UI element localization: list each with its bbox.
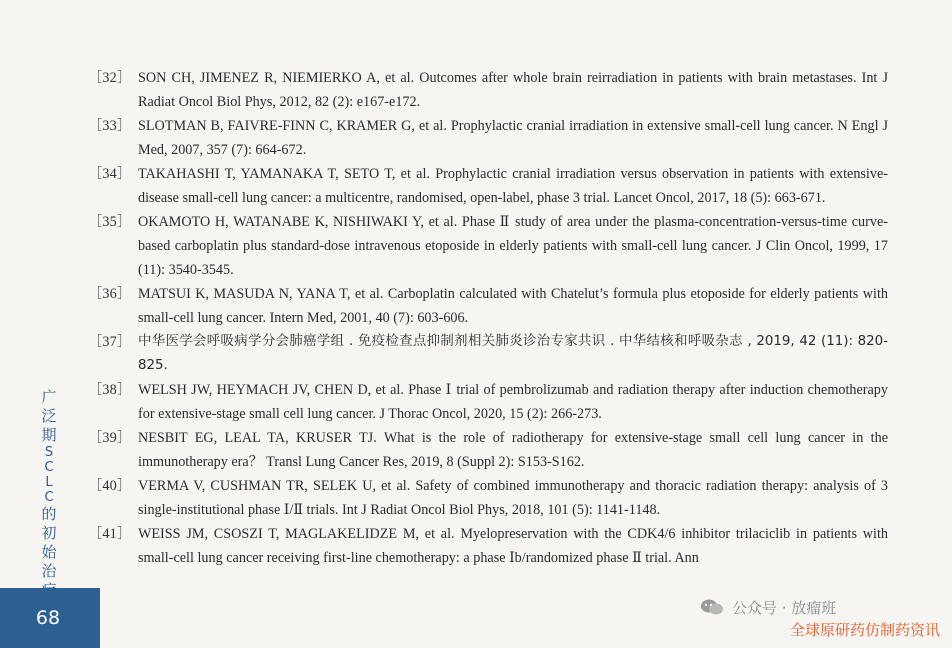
reference-number: ［36］	[88, 286, 132, 302]
reference-number: ［33］	[88, 118, 132, 134]
page-number: 68	[35, 607, 61, 629]
reference-text: SLOTMAN B, FAIVRE-FINN C, KRAMER G, et al. Prophylactic cranial irradiation in extensive small-cell lung cancer. N Engl J Med, 2007, 357 (7): 664-672.	[138, 118, 888, 158]
reference-text: TAKAHASHI T, YAMANAKA T, SETO T, et al. Prophylactic cranial irradiation versus observation in patients with extensive-disease small-cell lung cancer: a multicentre, randomised, open-label, phase 3 trial. Lancet Oncol, 2017, 18 (5): 663-671.	[138, 166, 888, 206]
reference-number: ［38］	[88, 382, 132, 398]
reference-number: ［40］	[88, 478, 132, 494]
watermark-text: 公众号 · 放瘤班	[732, 598, 837, 617]
reference-number: ［35］	[88, 214, 132, 230]
watermark	[700, 596, 940, 618]
reference-item	[88, 330, 888, 378]
promo-caption: 全球原研药仿制药资讯	[789, 621, 940, 639]
reference-text: SON CH, JIMENEZ R, NIEMIERKO A, et al. Outcomes after whole brain reirradiation in patients with brain metastases. Int J Radiat Oncol Biol Phys, 2012, 82 (2): e167-e172.	[138, 70, 888, 110]
reference-number: ［41］	[88, 526, 132, 542]
reference-number: ［39］	[88, 430, 132, 446]
reference-item	[88, 282, 888, 330]
reference-text: VERMA V, CUSHMAN TR, SELEK U, et al. Safety of combined immunotherapy and thoracic radiation therapy: analysis of 3 single-institutional phase Ⅰ/Ⅱ trials. Int J Radiat Oncol Biol Phys, 2018, 101 (5): 1141-1148.	[138, 478, 888, 518]
reference-item	[88, 426, 888, 474]
reference-text: WEISS JM, CSOSZI T, MAGLAKELIDZE M, et al. Myelopreservation with the CDK4/6 inhibitor trilaciclib in patients with small-cell lung cancer receiving first-line chemotherapy: a phase Ⅰb/randomized phase Ⅱ trial. Ann	[138, 526, 888, 566]
reference-item	[88, 162, 888, 210]
reference-number: ［34］	[88, 166, 132, 182]
reference-item	[88, 210, 888, 282]
reference-text: WELSH JW, HEYMACH JV, CHEN D, et al. Phase Ⅰ trial of pembrolizumab and radiation therapy after induction chemotherapy for extensive-stage small cell lung cancer. J Thorac Oncol, 2020, 15 (2): 266-273.	[138, 382, 888, 422]
reference-number: ［32］	[88, 70, 132, 86]
reference-item	[88, 474, 888, 522]
reference-number: ［37］	[88, 334, 132, 350]
reference-list	[88, 66, 888, 570]
reference-item	[88, 114, 888, 162]
reference-text: OKAMOTO H, WATANABE K, NISHIWAKI Y, et al. Phase Ⅱ study of area under the plasma-concentration-versus-time curve-based carboplatin plus standard-dose intravenous etoposide in elderly patients with small-cell lung cancer. J Clin Oncol, 1999, 17 (11): 3540-3545.	[138, 214, 888, 278]
page-number-tab	[0, 588, 100, 648]
reference-text: 中华医学会呼吸病学分会肺癌学组 . 免疫检查点抑制剂相关肺炎诊治专家共识 . 中华结核和呼吸杂志 , 2019, 42 (11): 820-825.	[138, 334, 888, 373]
reference-text: MATSUI K, MASUDA N, YANA T, et al. Carboplatin calculated with Chatelut’s formula plus etoposide for elderly patients with small-cell lung cancer. Intern Med, 2001, 40 (7): 603-606.	[138, 286, 888, 326]
wechat-icon	[700, 598, 724, 616]
reference-item	[88, 378, 888, 426]
reference-text: NESBIT EG, LEAL TA, KRUSER TJ. What is the role of radiotherapy for extensive-stage small cell lung cancer in the immunotherapy era？ Transl Lung Cancer Res, 2019, 8 (Suppl 2): S153-S162.	[138, 430, 888, 470]
reference-item	[88, 522, 888, 570]
running-chapter-title: 广 泛 期 S C L C 的 初 始 治	[41, 388, 57, 580]
reference-item	[88, 66, 888, 114]
